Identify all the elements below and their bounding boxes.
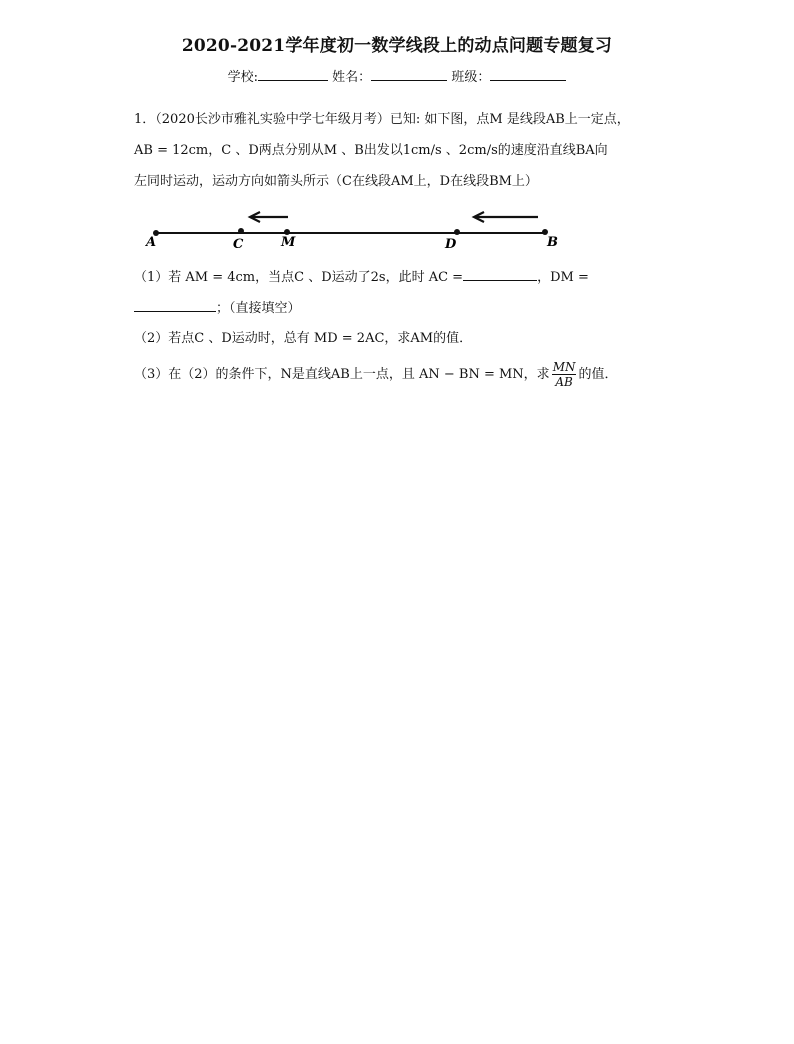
answer-blank-ac — [463, 268, 537, 281]
fraction-mn-ab — [552, 360, 577, 389]
page-title: 2020-2021学年度初一数学线段上的动点问题专题复习 — [181, 36, 613, 56]
label-m: M — [281, 235, 296, 250]
answer-blank-dm — [134, 299, 216, 312]
name-blank — [371, 68, 447, 81]
segment-figure — [140, 205, 570, 255]
problem-source: （2020长沙市雅礼实验中学七年级月考） — [155, 112, 390, 127]
class-label: 班级： — [451, 70, 491, 85]
question-3-text-b: 的值． — [578, 367, 618, 382]
question-1 — [134, 268, 589, 287]
question-1-text-c: ；（直接填空） — [216, 301, 301, 316]
class-blank — [490, 68, 566, 81]
fraction-denominator: AB — [555, 375, 573, 389]
student-info-line — [0, 66, 794, 85]
question-3 — [134, 358, 618, 392]
point-d — [454, 229, 460, 235]
label-b: B — [547, 235, 558, 250]
arrow-d-icon — [474, 212, 538, 222]
problem-number: 1． — [134, 112, 156, 127]
problem-line-1 — [134, 111, 630, 129]
label-c: C — [233, 237, 244, 252]
question-2: （2）若点C 、D运动时，总有 MD = 2AC，求AM的值． — [134, 331, 473, 346]
problem-line-3: 左同时运动，运动方向如箭头所示（C在线段AM上，D在线段BM上） — [134, 174, 538, 189]
problem-line-1-text: 已知: 如下图，点M 是线段AB上一定点， — [389, 112, 630, 127]
point-c — [238, 228, 244, 234]
name-label: 姓名： — [332, 70, 372, 85]
label-a: A — [146, 235, 157, 250]
school-blank — [258, 68, 328, 81]
question-3-text-a: （3）在（2）的条件下，N是直线AB上一点，且 AN − BN = MN，求 — [134, 367, 550, 382]
school-label: 学校: — [227, 70, 259, 85]
question-1-text-b: ，DM = — [537, 270, 589, 285]
question-1-cont — [134, 299, 301, 318]
problem-line-2: AB = 12cm，C 、D两点分别从M 、B出发以1cm/s 、2cm/s的速度沿直线BA向 — [134, 143, 608, 158]
fraction-numerator: MN — [552, 360, 576, 374]
question-1-text-a: （1）若 AM = 4cm，当点C 、D运动了2s，此时 AC = — [134, 270, 464, 285]
arrow-c-icon — [250, 212, 288, 222]
label-d: D — [445, 237, 457, 252]
